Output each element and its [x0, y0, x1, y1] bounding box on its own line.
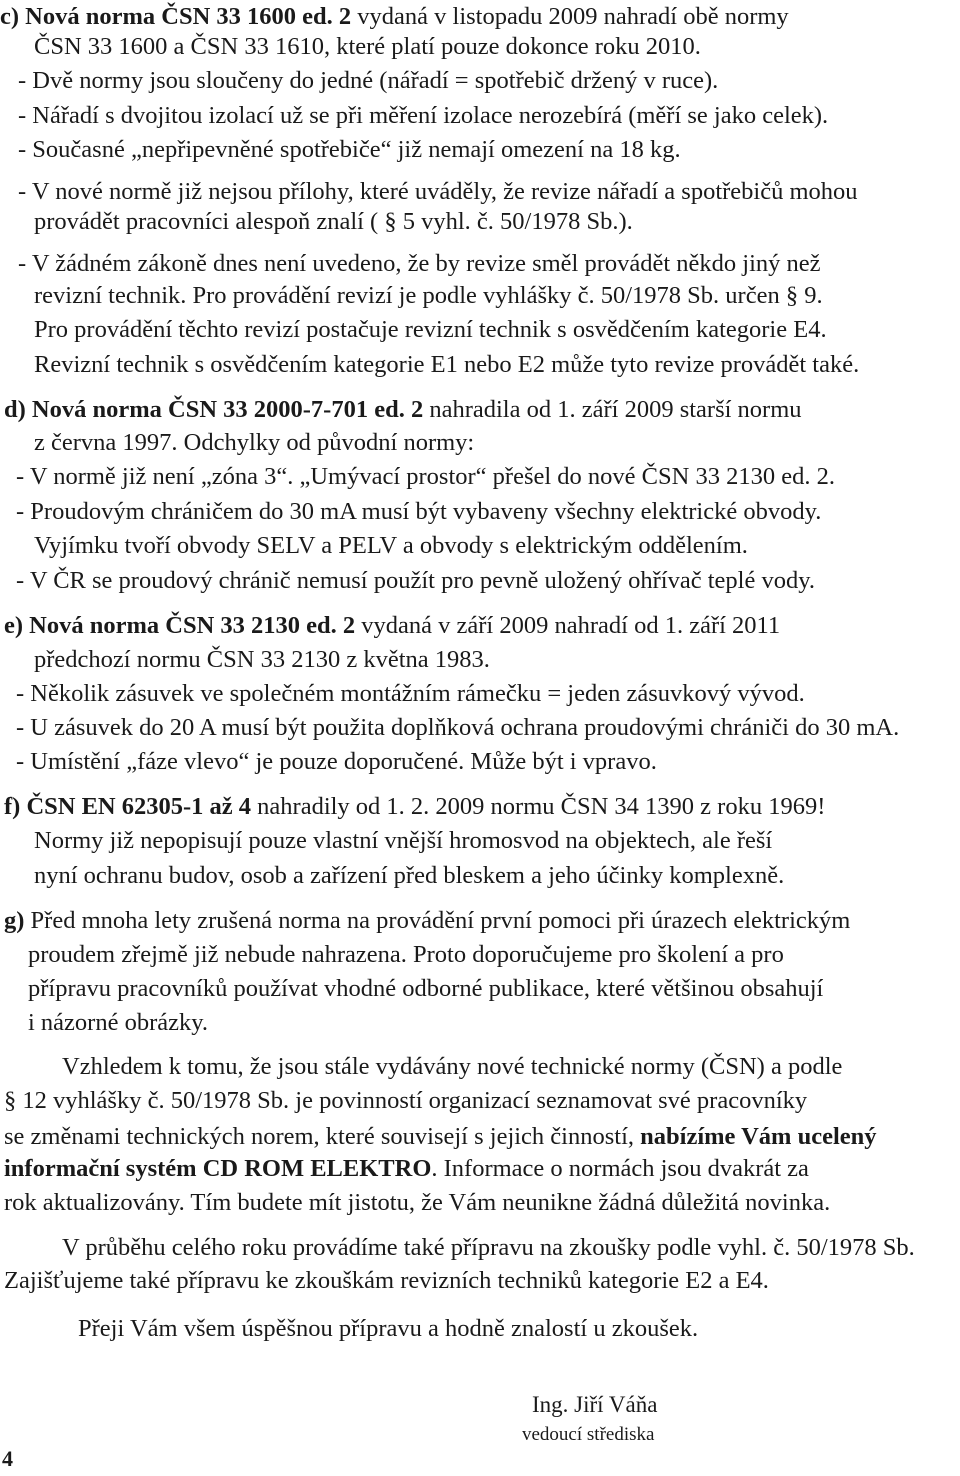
text-line [62, 1233, 915, 1263]
text-line [4, 1086, 807, 1116]
body-text: V průběhu celého roku provádíme také přípravu na zkoušky podle vyhl. č. 50/1978 Sb. [62, 1234, 915, 1261]
body-text: předchozí normu ČSN 33 2130 z května 1983. [34, 646, 490, 673]
body-text: rok aktualizovány. Tím budete mít jistotu, že Vám neunikne žádná důležitá novinka. [4, 1189, 831, 1216]
body-text: nahradila od 1. září 2009 starší normu [423, 396, 802, 423]
body-text: - V nové normě již nejsou přílohy, které uváděly, že revize nářadí a spotřebičů mohou [18, 178, 858, 205]
body-text: Před mnoha lety zrušená norma na provádění první pomoci při úrazech elektrickým [24, 907, 851, 934]
bold-text: informační systém CD ROM ELEKTRO [4, 1155, 432, 1182]
body-text: - Dvě normy jsou sloučeny do jedné (nářadí = spotřebič držený v ruce). [18, 67, 719, 94]
text-line [16, 497, 821, 527]
bold-text: f) ČSN EN 62305-1 až 4 [4, 793, 252, 820]
text-line [4, 1188, 830, 1218]
text-line [34, 645, 490, 675]
text-line [28, 1008, 208, 1038]
body-text: přípravu pracovníků používat vhodné odborné publikace, které většinou obsahují [28, 975, 824, 1002]
signature-name: Ing. Jiří Váňa [532, 1392, 658, 1417]
body-text: - Nářadí s dvojitou izolací už se při měření izolace nerozebírá (měří se jako celek). [18, 102, 829, 129]
bold-text: c) Nová norma ČSN 33 1600 ed. 2 [0, 3, 352, 30]
text-line [34, 861, 784, 891]
body-text: provádět pracovníci alespoň znalí ( § 5 vyhl. č. 50/1978 Sb.). [34, 208, 633, 235]
body-text: - Umístění „fáze vlevo“ je pouze doporučené. Může být i vpravo. [16, 748, 657, 775]
signature-role: vedoucí střediska [522, 1424, 655, 1445]
text-line [16, 747, 657, 777]
text-line [4, 611, 780, 641]
body-text: - V ČR se proudový chránič nemusí použít pro pevně uložený ohřívač teplé vody. [16, 567, 816, 594]
text-line [4, 792, 825, 822]
body-text: Zajišťujeme také přípravu ke zkouškám revizních techniků kategorie E2 a E4. [4, 1267, 769, 1294]
text-line [28, 940, 784, 970]
text-line [34, 315, 827, 345]
body-text: proudem zřejmě již nebude nahrazena. Proto doporučujeme pro školení a pro [28, 941, 784, 968]
text-line [16, 566, 815, 596]
body-text: - V žádném zákoně dnes není uvedeno, že by revize směl provádět někdo jiný než [18, 250, 821, 277]
text-line [34, 826, 772, 856]
text-line [4, 1266, 769, 1296]
text-line [34, 350, 859, 380]
text-line [34, 281, 823, 311]
body-text: se změnami technických norem, které souvisejí s jejich činností, [4, 1123, 641, 1150]
body-text: Pro provádění těchto revizí postačuje revizní technik s osvědčením kategorie E4. [34, 316, 827, 343]
text-line [34, 207, 633, 237]
text-line [18, 66, 718, 96]
text-line [62, 1052, 842, 1082]
text-line [34, 531, 748, 561]
text-line [28, 974, 823, 1004]
text-line [34, 428, 474, 458]
body-text: - U zásuvek do 20 A musí být použita doplňková ochrana proudovými chrániči do 30 mA. [16, 714, 900, 741]
text-line [18, 101, 828, 131]
body-text: i názorné obrázky. [28, 1009, 209, 1036]
body-text: - Současné „nepřipevněné spotřebiče“ již nemají omezení na 18 kg. [18, 136, 681, 163]
body-text: ČSN 33 1600 a ČSN 33 1610, které platí pouze dokonce roku 2010. [34, 33, 701, 60]
body-text: . Informace o normách jsou dvakrát za [431, 1155, 809, 1182]
body-text: revizní technik. Pro provádění revizí je podle vyhlášky č. 50/1978 Sb. určen § 9. [34, 282, 823, 309]
body-text: - Několik zásuvek ve společném montážním rámečku = jeden zásuvkový vývod. [16, 680, 805, 707]
text-line [4, 1122, 877, 1152]
body-text: Normy již nepopisují pouze vlastní vnější hromosvod na objektech, ale řeší [34, 827, 773, 854]
text-line [18, 249, 821, 279]
body-text: vydaná v listopadu 2009 nahradí obě normy [351, 3, 789, 30]
body-text: Přeji Vám všem úspěšnou přípravu a hodně znalostí u zkoušek. [78, 1315, 699, 1342]
bold-text: nabízíme Vám ucelený [640, 1123, 877, 1150]
body-text: - Proudovým chráničem do 30 mA musí být vybaveny všechny elektrické obvody. [16, 498, 822, 525]
text-line [16, 679, 805, 709]
text-line [4, 1154, 809, 1184]
bold-text: d) Nová norma ČSN 33 2000-7-701 ed. 2 [4, 396, 424, 423]
text-line [16, 713, 899, 743]
text-line [18, 135, 681, 165]
page-number: 4 [2, 1446, 13, 1471]
body-text: nahradily od 1. 2. 2009 normu ČSN 34 1390 z roku 1969! [251, 793, 826, 820]
bold-text: g) [4, 907, 25, 934]
body-text: Revizní technik s osvědčením kategorie E1 nebo E2 může tyto revize provádět také. [34, 351, 860, 378]
body-text: - V normě již není „zóna 3“. „Umývací prostor“ přešel do nové ČSN 33 2130 ed. 2. [16, 463, 835, 490]
text-line [0, 2, 789, 32]
text-line [18, 177, 858, 207]
text-line [16, 462, 835, 492]
body-text: nyní ochranu budov, osob a zařízení před bleskem a jeho účinky komplexně. [34, 862, 785, 889]
text-line [4, 906, 850, 936]
body-text: vydaná v září 2009 nahradí od 1. září 2011 [355, 612, 781, 639]
body-text: Vyjímku tvoří obvody SELV a PELV a obvody s elektrickým oddělením. [34, 532, 748, 559]
text-line [34, 32, 701, 62]
bold-text: e) Nová norma ČSN 33 2130 ed. 2 [4, 612, 356, 639]
body-text: § 12 vyhlášky č. 50/1978 Sb. je povinností organizací seznamovat své pracovníky [4, 1087, 808, 1114]
body-text: Vzhledem k tomu, že jsou stále vydávány nové technické normy (ČSN) a podle [62, 1053, 843, 1080]
text-line [4, 395, 802, 425]
body-text: z června 1997. Odchylky od původní normy: [34, 429, 475, 456]
text-line [78, 1314, 698, 1344]
